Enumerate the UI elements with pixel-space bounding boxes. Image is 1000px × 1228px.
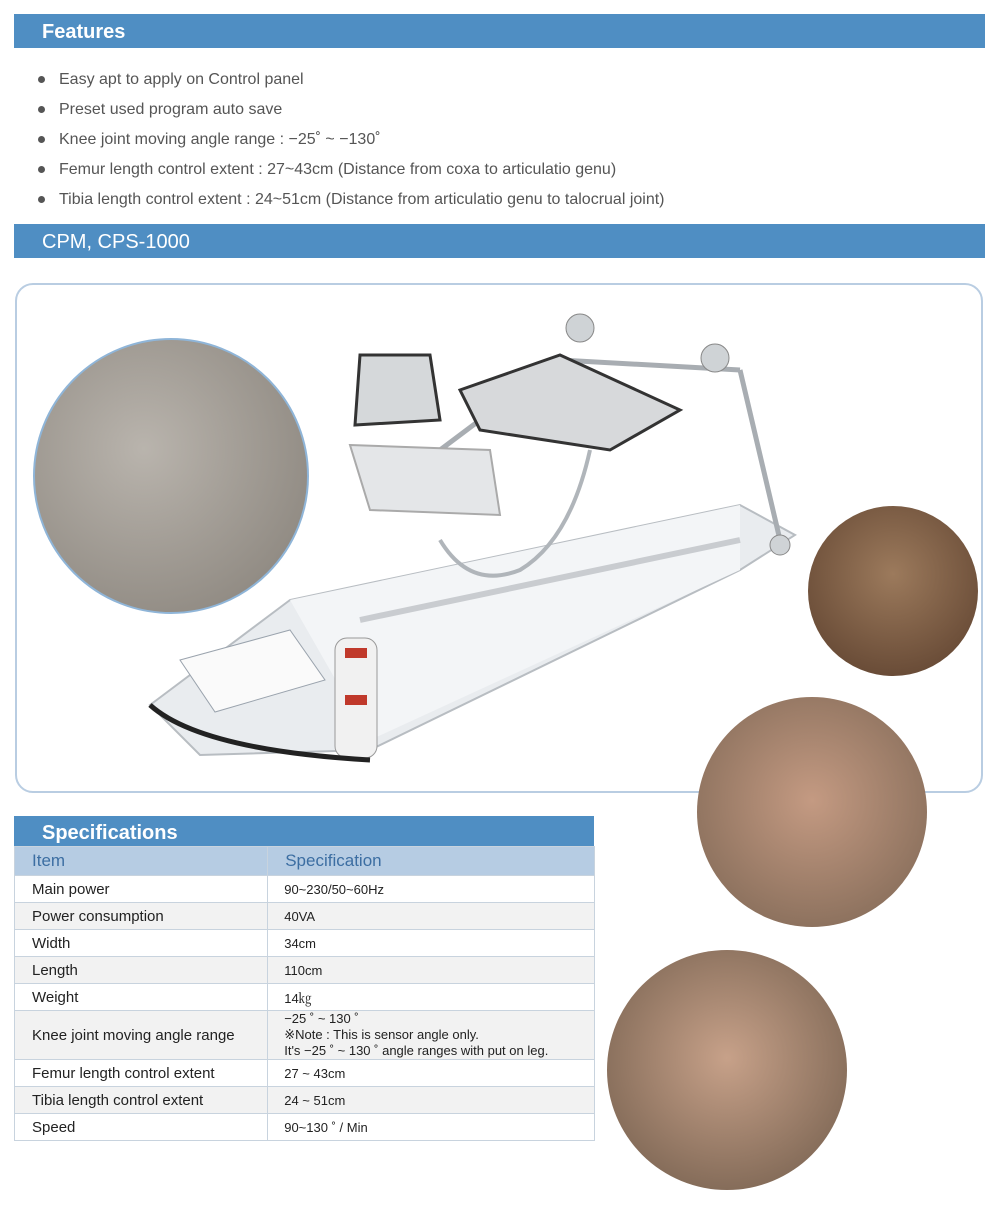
row-item: Knee joint moving angle range (15, 1011, 268, 1060)
column-header-item: Item (15, 847, 268, 876)
feature-item: Femur length control extent : 27~43cm (Distance from coxa to articulatio genu) (36, 155, 665, 185)
table-row (15, 1087, 595, 1114)
row-item: Speed (15, 1114, 268, 1141)
table-row (15, 903, 595, 930)
row-item: Power consumption (15, 903, 268, 930)
spec-note: ※Note : This is sensor angle only. (284, 1027, 479, 1042)
table-row (15, 957, 595, 984)
row-spec: 34cm (268, 930, 595, 957)
row-spec: 90~130 ˚ / Min (268, 1114, 595, 1141)
specifications-table (14, 846, 595, 1141)
table-row (15, 984, 595, 1011)
row-item: Main power (15, 876, 268, 903)
column-header-specification: Specification (268, 847, 595, 876)
table-row (15, 930, 595, 957)
row-spec: 14㎏ (268, 984, 595, 1011)
row-spec: 40VA (268, 903, 595, 930)
feature-item: Knee joint moving angle range : −25˚ ~ −130˚ (36, 125, 665, 155)
table-header-row (15, 847, 595, 876)
specifications-header: Specifications (14, 816, 594, 846)
row-spec: 27 ~ 43cm (268, 1060, 595, 1087)
feature-item: Easy apt to apply on Control panel (36, 65, 665, 95)
usage-photo-3 (607, 950, 847, 1190)
spec-note: It's −25 ˚ ~ 130 ˚ angle ranges with put on leg. (284, 1043, 549, 1058)
feature-item: Tibia length control extent : 24~51cm (Distance from articulatio genu to talocrual joint) (36, 185, 665, 215)
remote-holder-photo (33, 338, 309, 614)
table-row (15, 876, 595, 903)
table-row (15, 1060, 595, 1087)
row-item: Femur length control extent (15, 1060, 268, 1087)
usage-photo-1 (808, 506, 978, 676)
row-item: Length (15, 957, 268, 984)
feature-item: Preset used program auto save (36, 95, 665, 125)
spec-line: −25 ˚ ~ 130 ˚ (284, 1011, 359, 1026)
row-spec: 24 ~ 51cm (268, 1087, 595, 1114)
row-item: Tibia length control extent (15, 1087, 268, 1114)
usage-photo-2 (697, 697, 927, 927)
table-row (15, 1114, 595, 1141)
row-spec: 110cm (268, 957, 595, 984)
row-item: Weight (15, 984, 268, 1011)
features-list (36, 65, 665, 215)
row-item: Width (15, 930, 268, 957)
product-header: CPM, CPS-1000 (14, 224, 985, 258)
row-spec (268, 1011, 595, 1060)
row-spec: 90~230/50~60Hz (268, 876, 595, 903)
table-row (15, 1011, 595, 1060)
features-header: Features (14, 14, 985, 48)
